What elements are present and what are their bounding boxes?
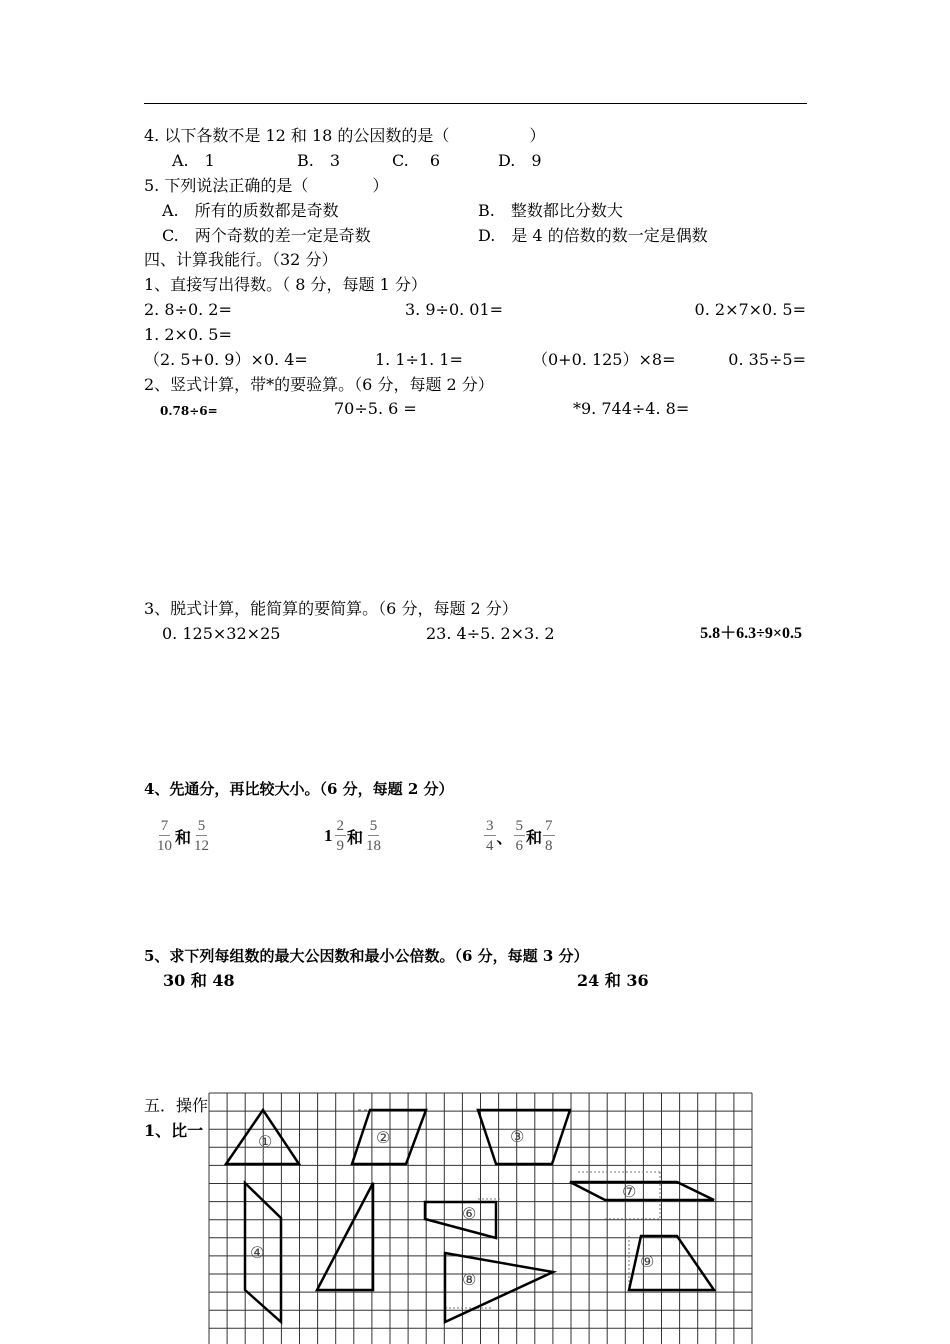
shape-label: ③ xyxy=(510,1127,525,1146)
q5-option-b: B. 整数都比分数大 xyxy=(478,201,623,220)
calc-item: （0+0. 125）×8= xyxy=(532,350,676,369)
shape-label: ④ xyxy=(250,1243,265,1262)
calc-item: 2. 8÷0. 2= xyxy=(144,300,232,319)
whole-number: 1 xyxy=(324,826,333,845)
section5-title: 五．操作 xyxy=(144,1096,209,1115)
denominator: 8 xyxy=(545,838,553,854)
denominator: 10 xyxy=(157,838,172,854)
denominator: 12 xyxy=(194,838,210,854)
and-label: 和 xyxy=(175,827,192,847)
q5-option-a: A. 所有的质数都是奇数 xyxy=(162,201,339,220)
stepwise-calc-item: 0. 125×32×25 xyxy=(162,624,281,643)
part1-title: 1、直接写出得数。（ 8 分，每题 1 分） xyxy=(144,275,427,294)
numerator: 7 xyxy=(160,818,169,834)
numerator: 3 xyxy=(486,818,494,834)
section5-part1-title: 1、比一 xyxy=(144,1121,204,1140)
numerator: 5 xyxy=(369,818,378,834)
denominator: 6 xyxy=(515,838,524,854)
q5-option-d: D. 是 4 的倍数的数一定是偶数 xyxy=(478,226,708,245)
section4-title: 四、计算我能行。（32 分） xyxy=(144,250,338,269)
calc-item: 1. 1÷1. 1= xyxy=(375,350,463,369)
part3-title: 3、脱式计算，能简算的要简算。（6 分，每题 2 分） xyxy=(144,599,518,618)
numerator: 7 xyxy=(545,818,553,834)
q4-option-b: B. 3 xyxy=(297,151,341,170)
q4-option-c: C. 6 xyxy=(392,151,441,170)
q4-option-a: A. 1 xyxy=(172,151,215,170)
calc-item: 3. 9÷0. 01= xyxy=(405,300,504,319)
denominator: 18 xyxy=(366,838,382,854)
q5-option-c: C. 两个奇数的差一定是奇数 xyxy=(162,226,371,245)
vertical-calc-item: *9. 744÷4. 8= xyxy=(573,399,690,418)
q4-stem: 4. 以下各数不是 12 和 18 的公因数的是（ ） xyxy=(144,126,546,145)
shape-label: ⑥ xyxy=(462,1204,477,1223)
q5-stem: 5. 下列说法正确的是（ ） xyxy=(144,176,389,195)
gcd-lcm-item: 30 和 48 xyxy=(163,971,235,990)
vertical-calc-item: 70÷5. 6 = xyxy=(334,399,417,418)
shape-label: ⑦ xyxy=(622,1182,637,1201)
part5-title: 5、求下列每组数的最大公因数和最小公倍数。（6 分，每题 3 分） xyxy=(144,947,589,965)
shape-label: ⑨ xyxy=(640,1252,655,1271)
shape-label: ⑧ xyxy=(462,1270,477,1289)
numerator: 5 xyxy=(197,818,206,834)
stepwise-calc-item: 5.8＋6.3÷9×0.5 xyxy=(700,625,802,642)
shape-7-parallelogram xyxy=(570,1182,714,1200)
gcd-lcm-item: 24 和 36 xyxy=(577,971,649,990)
calc-item: 0. 2×7×0. 5= xyxy=(694,300,806,319)
calc-item: 1. 2×0. 5= xyxy=(144,325,232,344)
denominator: 9 xyxy=(336,838,344,854)
separator: 、 xyxy=(496,827,513,847)
shape-label: ① xyxy=(258,1132,273,1151)
part2-title: 2、竖式计算，带*的要验算。（6 分，每题 2 分） xyxy=(144,375,494,394)
denominator: 4 xyxy=(486,838,494,854)
calc-item: 0. 35÷5= xyxy=(728,350,806,369)
stepwise-calc-item: 23. 4÷5. 2×3. 2 xyxy=(426,624,555,643)
shape-label: ② xyxy=(376,1128,391,1147)
numerator: 5 xyxy=(515,818,524,834)
q4-option-d: D. 9 xyxy=(498,151,542,170)
part4-title: 4、先通分，再比较大小。（6 分，每题 2 分） xyxy=(144,780,454,798)
and-label: 和 xyxy=(347,827,364,847)
calc-item: （2. 5+0. 9）×0. 4= xyxy=(144,350,308,369)
vertical-calc-item: 0.78÷6= xyxy=(160,404,218,418)
and-label: 和 xyxy=(526,827,543,847)
numerator: 2 xyxy=(336,818,344,834)
